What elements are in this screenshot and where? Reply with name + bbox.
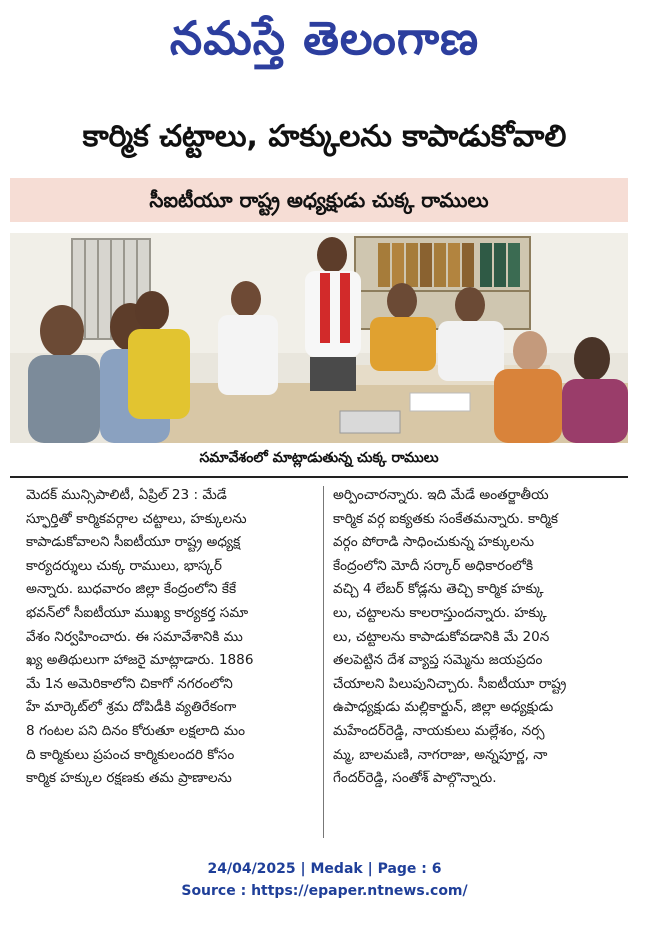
article-line: కార్మిక హక్కుల రక్షణకు తమ ప్రాణాలను <box>26 770 232 787</box>
edition-info: 24/04/2025 | Medak | Page : 6 <box>207 861 442 877</box>
article-line: మ్మ, బాలమణి, నాగరాజు, అన్నపూర్ణ, నా <box>333 746 548 763</box>
article-line: గేందర్‌రెడ్డి, సంతోశ్ పాల్గొన్నారు. <box>333 770 497 787</box>
article-line: మెదక్ మున్సిపాలిటీ, ఏప్రిల్ 23 : మేడే <box>26 487 227 503</box>
article-subheadline: సీఐటీయూ రాష్ట్ర అధ్యక్షుడు చుక్క రాములు <box>149 188 489 212</box>
article-line: చేయాలని పిలుపునిచ్చారు. సీఐటీయూ రాష్ట్ర <box>333 675 567 692</box>
section-divider <box>10 476 628 478</box>
article-line: తలపెట్టిన దేశ వ్యాప్త సమ్మెను జయప్రదం <box>333 652 543 669</box>
article-line: కార్మిక వర్గ ఐక్యతకు సంకేతమన్నారు. కార్మిక <box>333 510 558 527</box>
column-divider <box>323 486 324 838</box>
article-line: మహేందర్‌రెడ్డి, నాయకులు మల్లేశం, నర్స <box>333 722 545 739</box>
newspaper-masthead: నమస్తే తెలంగాణ <box>169 11 480 65</box>
subheadline-banner <box>10 178 628 222</box>
article-line: కాపాడుకోవాలని సీఐటీయూ రాష్ట్ర అధ్యక్ష <box>26 534 241 551</box>
article-line: మే 1న అమెరికాలోని చికాగో నగరంలోని <box>26 675 233 692</box>
article-line: స్ఫూర్తితో కార్మికవర్గాల చట్టాలు, హక్కులను <box>26 510 247 527</box>
article-line: అర్పించారన్నారు. ఇది మేడే అంతర్జాతీయ <box>333 487 549 503</box>
article-line: ఉపాధ్యక్షుడు మల్లికార్జున్, జిల్లా అధ్యక్షుడు <box>333 699 554 716</box>
article-headline: కార్మిక చట్టాలు, హక్కులను కాపాడుకోవాలి <box>82 119 567 154</box>
article-line: లు, చట్టాలను కాపాడుకోవడానికి మే 20న <box>333 628 550 645</box>
article-line: కార్యదర్శులు చుక్క రాములు, భాస్కర్ <box>26 557 222 574</box>
article-line: అన్నారు. బుధవారం జిల్లా కేంద్రంలోని కేకే <box>26 581 237 598</box>
article-line: వచ్చి 4 లేబర్ కోడ్లను తెచ్చి కార్మిక హక్కు <box>333 581 544 598</box>
source-link[interactable]: Source : https://epaper.ntnews.com/ <box>181 883 468 899</box>
article-line: వేశం నిర్వహించారు. ఈ సమావేశానికి ము <box>26 628 243 645</box>
meeting-photo <box>10 233 628 443</box>
article-column-right <box>333 484 629 791</box>
article-column-left <box>26 484 322 791</box>
article-line: ఖ్య అతిథులుగా హాజరై మాట్లాడారు. 1886 <box>26 652 254 669</box>
article-line: 8 గంటల పని దినం కోరుతూ లక్షలాది మం <box>26 722 245 739</box>
photo-caption: సమావేశంలో మాట్లాడుతున్న చుక్క రాములు <box>199 450 439 466</box>
article-line: హే మార్కెట్‌లో శ్రమ దోపిడీకి వ్యతిరేకంగా <box>26 699 237 716</box>
article-line: లు, చట్టాలను కాలరాస్తుందన్నారు. హక్కు <box>333 604 547 621</box>
article-line: ది కార్మికులు ప్రపంచ కార్మికులందరి కోసం <box>26 746 235 763</box>
article-line: భవన్‌లో సీఐటీయూ ముఖ్య కార్యకర్త సమా <box>26 604 249 621</box>
article-line: కేంద్రంలోని మోదీ సర్కార్ అధికారంలోకి <box>333 557 534 574</box>
article-line: వర్గం పోరాడి సాధించుకున్న హక్కులను <box>333 534 535 551</box>
